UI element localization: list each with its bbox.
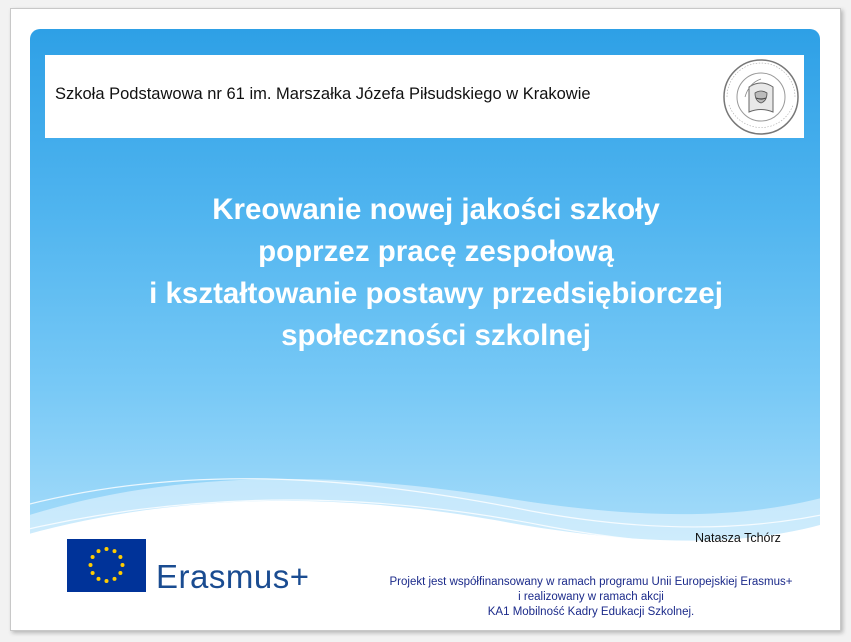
title-line: społeczności szkolnej (281, 319, 591, 352)
title-line: i kształtowanie postawy przedsiębiorczej (149, 277, 723, 310)
title-line: Kreowanie nowej jakości szkoły (212, 193, 660, 226)
school-name: Szkoła Podstawowa nr 61 im. Marszałka Józefa Piłsudskiego w Krakowie (55, 85, 591, 103)
note-line: Projekt jest współfinansowany w ramach programu Unii Europejskiej Erasmus+ (389, 576, 793, 588)
presentation-title (41, 189, 831, 357)
slide (10, 8, 841, 631)
school-seal-logo (721, 57, 801, 137)
eu-flag-icon (67, 539, 146, 592)
note-line: KA1 Mobilność Kadry Edukacji Szkolnej. (487, 606, 695, 618)
title-line: poprzez pracę zespołową (258, 235, 614, 268)
author-name: Natasza Tchórz (695, 531, 781, 545)
erasmus-plus-wordmark: Erasmus+ (156, 558, 310, 595)
header-box (45, 55, 804, 138)
project-funding-note (359, 575, 823, 620)
note-line: i realizowany w ramach akcji (518, 591, 664, 603)
